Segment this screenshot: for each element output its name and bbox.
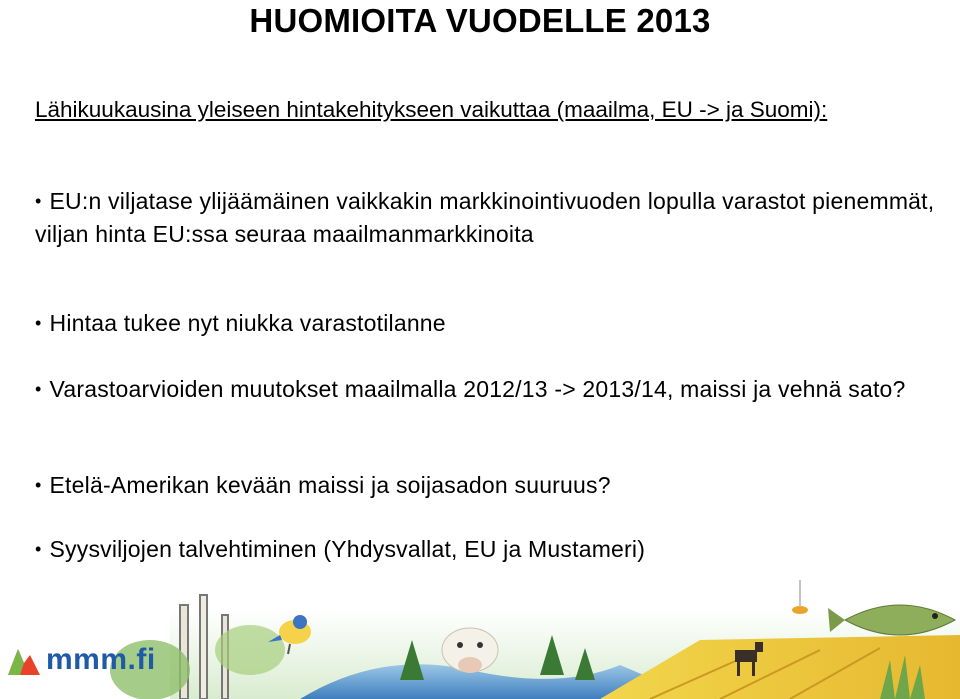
bullet-dot: •	[35, 475, 42, 495]
bullet-dot: •	[35, 539, 42, 559]
bullet-item	[35, 186, 935, 250]
page-title: HUOMIOITA VUODELLE 2013	[249, 2, 711, 39]
bullet-item	[35, 470, 935, 503]
bullet-dot: •	[35, 191, 42, 211]
bullet-item	[35, 308, 935, 341]
bullet-text: EU:n viljatase ylijäämäinen vaikkakin markkinointivuoden lopulla varastot pienemmät, viljan hinta EU:ssa seuraa maailmanmarkkinoita	[35, 188, 935, 247]
fishing-lure-icon	[792, 580, 808, 614]
intro-text: Lähikuukausina yleiseen hintakehitykseen vaikuttaa (maailma, EU -> ja Suomi):	[35, 97, 828, 122]
cow-icon	[442, 628, 498, 673]
bullet-text: Hintaa tukee nyt niukka varastotilanne	[49, 310, 446, 336]
bullet-item	[35, 534, 935, 567]
logo-mark-icon	[8, 645, 40, 675]
bullet-text: Syysviljojen talvehtiminen (Yhdysvallat, EU ja Mustameri)	[49, 536, 646, 562]
mmm-logo[interactable]	[8, 640, 156, 680]
bullet-dot: •	[35, 379, 42, 399]
bullet-text: Varastoarvioiden muutokset maailmalla 2012/13 -> 2013/14, maissi ja vehnä sato?	[49, 376, 906, 402]
bullet-dot: •	[35, 313, 42, 333]
bullet-item	[35, 374, 935, 407]
logo-text: mmm.fi	[46, 643, 156, 676]
bullet-text: Etelä-Amerikan kevään maissi ja soijasadon suuruus?	[49, 472, 611, 498]
